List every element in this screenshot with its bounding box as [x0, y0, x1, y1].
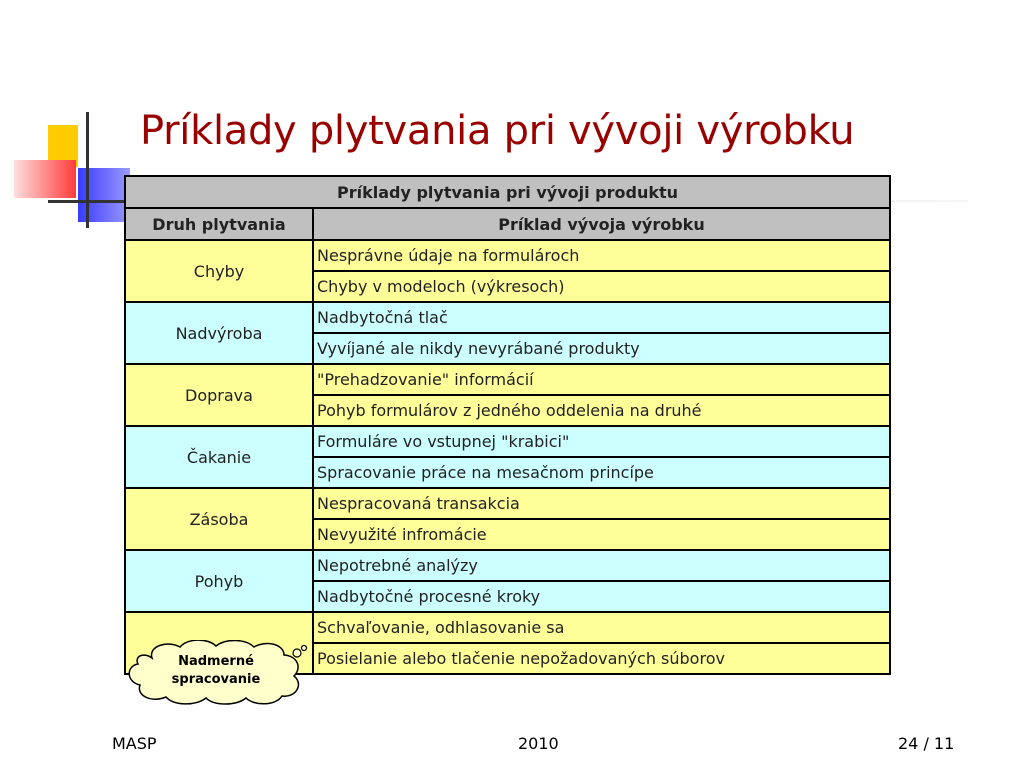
table-row	[125, 612, 890, 643]
example-cell: Nadbytočná tlač	[313, 302, 890, 333]
group-cell-doprava: Doprava	[125, 364, 313, 426]
example-cell: Nevyužité infromácie	[313, 519, 890, 550]
example-cell: Nespracovaná transakcia	[313, 488, 890, 519]
example-cell: Nepotrebné analýzy	[313, 550, 890, 581]
decor-horizontal-line	[48, 200, 136, 203]
table-row	[125, 426, 890, 457]
example-cell: Vyvíjané ale nikdy nevyrábané produkty	[313, 333, 890, 364]
waste-examples-table	[124, 175, 891, 675]
example-cell: Schvaľovanie, odhlasovanie sa	[313, 612, 890, 643]
decor-red-square	[14, 160, 76, 198]
footer-center: 2010	[518, 734, 559, 753]
callout-text	[124, 653, 308, 689]
group-cell-cakanie: Čakanie	[125, 426, 313, 488]
table-row	[125, 364, 890, 395]
group-cell-zasoba: Zásoba	[125, 488, 313, 550]
page-title: Príklady plytvania pri vývoji výrobku	[140, 108, 855, 154]
example-cell: Spracovanie práce na mesačnom princípe	[313, 457, 890, 488]
footer-left: MASP	[112, 734, 157, 753]
group-cell-nadvyroba: Nadvýroba	[125, 302, 313, 364]
column-header-example: Príklad vývoja výrobku	[313, 208, 890, 240]
table-row	[125, 302, 890, 333]
footer-page-number: 24 / 11	[898, 734, 955, 753]
table-row	[125, 488, 890, 519]
callout-line-1: Nadmerné	[178, 654, 254, 669]
example-cell: Chyby v modeloch (výkresoch)	[313, 271, 890, 302]
example-cell: Posielanie alebo tlačenie nepožadovaných súborov	[313, 643, 890, 674]
example-cell: Nesprávne údaje na formulároch	[313, 240, 890, 271]
table-caption-row	[125, 176, 890, 208]
decor-vertical-line	[86, 112, 89, 228]
table-header-row	[125, 208, 890, 240]
group-cell-pohyb: Pohyb	[125, 550, 313, 612]
example-cell: "Prehadzovanie" informácií	[313, 364, 890, 395]
table-row	[125, 240, 890, 271]
example-cell: Pohyb formulárov z jedného oddelenia na druhé	[313, 395, 890, 426]
table-row	[125, 550, 890, 581]
group-cell-chyby: Chyby	[125, 240, 313, 302]
example-cell: Formuláre vo vstupnej "krabici"	[313, 426, 890, 457]
callout-line-2: spracovanie	[171, 672, 261, 687]
column-header-waste-type: Druh plytvania	[125, 208, 313, 240]
example-cell: Nadbytočné procesné kroky	[313, 581, 890, 612]
table-caption: Príklady plytvania pri vývoji produktu	[125, 176, 890, 208]
